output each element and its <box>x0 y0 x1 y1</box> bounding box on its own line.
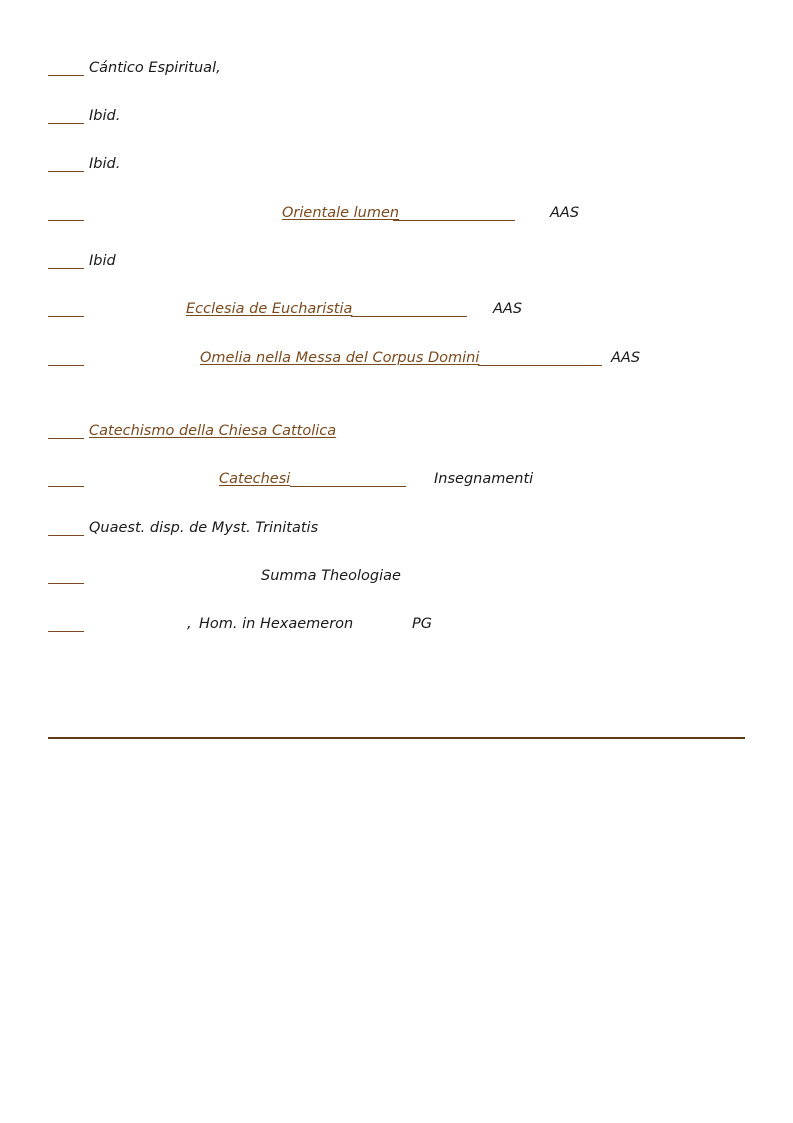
footnote-9 <box>48 470 748 490</box>
footnote-link-orientale-lumen[interactable]: Orientale lumen <box>282 205 400 221</box>
source-title: Hom. in Hexaemeron <box>199 616 354 632</box>
footnote-link-catechismo[interactable]: Catechismo della Chiesa Cattolica <box>89 423 337 439</box>
footnote-6 <box>48 300 748 320</box>
footnote-10 <box>48 519 748 539</box>
footnote-marker[interactable] <box>48 583 84 584</box>
footnote-1 <box>48 59 748 79</box>
footnote-3 <box>48 155 748 175</box>
footnote-link-ecclesia-de-eucharistia[interactable]: Ecclesia de Eucharistia <box>186 301 353 317</box>
journal-abbreviation: AAS <box>493 301 523 317</box>
footnote-text: Cántico Espiritual, <box>89 60 221 76</box>
footnote-text: Ibid <box>89 253 116 269</box>
journal-abbreviation: PG <box>412 616 432 632</box>
footnote-marker[interactable] <box>48 438 84 439</box>
footnote-separator-rule <box>48 737 745 739</box>
footnote-text: Ibid. <box>89 156 121 172</box>
footnote-marker[interactable] <box>48 486 84 487</box>
link-underline-fill <box>351 316 467 317</box>
footnote-link-catechesi[interactable]: Catechesi <box>219 471 291 487</box>
footnote-marker[interactable] <box>48 220 84 221</box>
footnote-8 <box>48 422 748 442</box>
footnote-marker[interactable] <box>48 631 84 632</box>
footnote-text: Ibid. <box>89 108 121 124</box>
source-title: Summa Theologiae <box>261 568 401 584</box>
footnote-7 <box>48 349 748 369</box>
footnote-5 <box>48 252 748 272</box>
footnote-marker[interactable] <box>48 316 84 317</box>
footnote-marker[interactable] <box>48 123 84 124</box>
journal-abbreviation: AAS <box>611 350 641 366</box>
footnote-marker[interactable] <box>48 75 84 76</box>
footnote-11 <box>48 567 748 587</box>
link-underline-fill <box>478 365 602 366</box>
footnote-marker[interactable] <box>48 268 84 269</box>
footnote-marker[interactable] <box>48 535 84 536</box>
footnote-text: Quaest. disp. de Myst. Trinitatis <box>89 520 319 536</box>
footnote-marker[interactable] <box>48 171 84 172</box>
footnote-12 <box>48 615 748 635</box>
link-underline-fill <box>290 486 406 487</box>
link-underline-fill <box>393 220 515 221</box>
journal-abbreviation: AAS <box>550 205 580 221</box>
footnote-2 <box>48 107 748 127</box>
footnote-4 <box>48 204 748 224</box>
punctuation: , <box>187 616 192 632</box>
footnote-marker[interactable] <box>48 365 84 366</box>
footnote-link-omelia-corpus-domini[interactable]: Omelia nella Messa del Corpus Domini <box>200 350 480 366</box>
source-title: Insegnamenti <box>434 471 534 487</box>
